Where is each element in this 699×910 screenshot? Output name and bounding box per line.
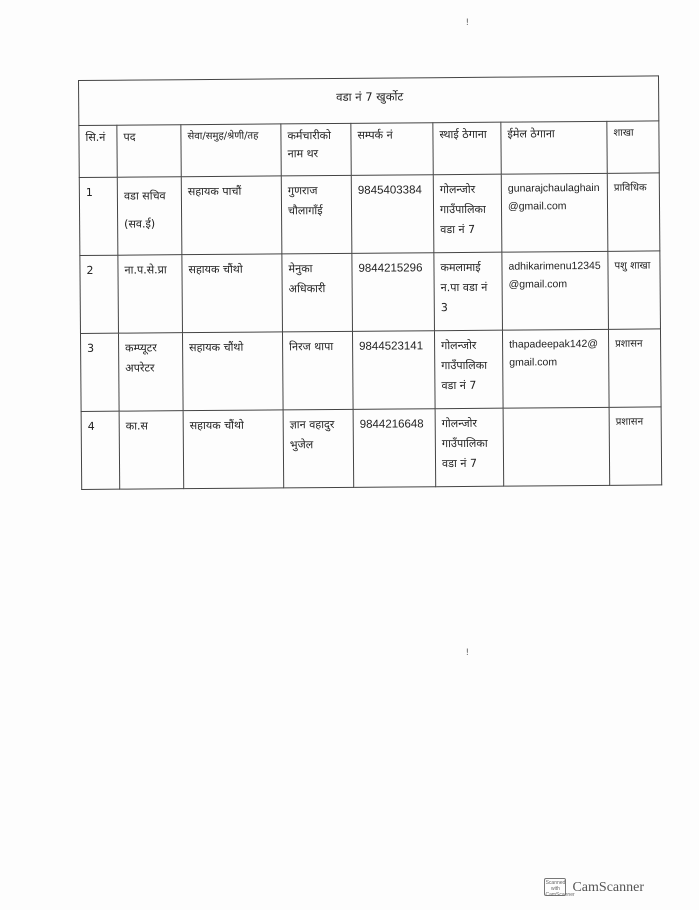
cell-post xyxy=(117,177,182,256)
cell-name xyxy=(283,409,354,488)
cell-address-line: वडा नं 7 xyxy=(441,456,478,471)
cell-name xyxy=(282,253,353,332)
cell-address-line: न.पा वडा नं xyxy=(440,280,488,295)
cell-phone: 9844523141 xyxy=(352,331,435,410)
cell-email-line: gunarajchaulaghain xyxy=(507,181,600,195)
cell-service: सहायक चौंथो xyxy=(182,332,283,411)
cell-email xyxy=(502,329,609,408)
cell-sn: 3 xyxy=(80,333,119,411)
cell-post-line: वडा सचिव xyxy=(123,189,166,203)
cell-post xyxy=(118,255,183,334)
cell-phone: 9845403384 xyxy=(351,175,434,254)
table-title: वडा नं 7 खुर्कोट xyxy=(79,76,659,126)
cell-address-line: कमलामाई xyxy=(440,260,481,275)
cell-branch: पशु शाखा xyxy=(608,251,661,329)
cell-address-line: गाउँपालिका xyxy=(441,436,488,451)
header-sn: सि.नं xyxy=(79,125,117,177)
cell-email-line: thapadeepak142@ xyxy=(509,337,599,351)
cell-post-line: का.स xyxy=(125,419,149,433)
cell-branch: प्राविधिक xyxy=(607,173,660,251)
header-post: पद xyxy=(117,125,181,178)
cell-email xyxy=(501,173,608,252)
cell-address xyxy=(433,174,502,253)
cell-email xyxy=(502,251,609,330)
cell-service: सहायक पाचौं xyxy=(181,176,282,255)
cell-post-line: कम्प्यूटर xyxy=(125,341,157,355)
cell-email xyxy=(503,407,610,486)
cell-address-line: गोलन्जोर xyxy=(441,338,477,353)
cell-name xyxy=(282,331,353,410)
cell-address-line: गाउँपालिका xyxy=(441,358,488,373)
scan-mark: ǃ xyxy=(466,648,469,658)
cell-phone: 9844216648 xyxy=(353,409,436,488)
cell-name-line: ज्ञान वहादुर xyxy=(289,417,335,432)
cell-name xyxy=(281,175,352,254)
ward-staff-table-wrapper xyxy=(78,75,661,490)
cell-address-line: गोलन्जोर xyxy=(439,182,476,197)
cell-email-line: @gmail.com xyxy=(507,200,567,213)
scan-mark: ǃ xyxy=(466,18,469,28)
header-branch: शाखा xyxy=(607,121,660,173)
cell-address-line: 3 xyxy=(440,301,448,315)
table-row xyxy=(81,407,662,490)
cell-phone: 9844215296 xyxy=(352,253,435,332)
cell-service: सहायक चौंथो xyxy=(183,410,284,489)
cell-email-line: adhikarimenu12345 xyxy=(508,259,601,273)
cell-address xyxy=(434,252,503,331)
camscanner-text: CamScanner xyxy=(572,880,644,895)
cell-branch: प्रशासन xyxy=(608,329,661,407)
cell-email-line: gmail.com xyxy=(509,356,558,369)
ward-staff-table xyxy=(78,75,662,490)
header-phone: सम्पर्क नं xyxy=(351,123,433,176)
cell-post xyxy=(119,411,184,490)
cell-post-line: ना.प.से.प्रा xyxy=(124,263,167,277)
table-body xyxy=(79,173,662,490)
cell-address-line: वडा नं 7 xyxy=(441,378,477,393)
cell-branch: प्रशासन xyxy=(609,407,662,485)
cell-name-line: अधिकारी xyxy=(288,282,326,296)
cell-name-line: चौलागाँई xyxy=(287,204,323,218)
cell-name-line: मेनुका xyxy=(288,262,313,276)
cell-address xyxy=(434,330,503,409)
cell-sn: 2 xyxy=(80,255,119,333)
cell-post-line: (सव.ई) xyxy=(124,217,156,231)
cell-address-line: गोलन्जोर xyxy=(441,416,478,431)
camscanner-logo: Scanned with CamScanner xyxy=(545,880,575,898)
cell-address xyxy=(435,408,504,487)
cell-address-line: गाउँपालिका xyxy=(439,202,486,217)
cell-name-line: गुणराज xyxy=(287,184,318,198)
header-email: ईमेल ठेगाना xyxy=(501,121,607,174)
cell-name-line: भुजेल xyxy=(289,438,314,452)
table-header-row xyxy=(79,121,659,178)
table-row xyxy=(79,173,660,256)
cell-sn: 4 xyxy=(81,411,120,489)
cell-address-line: वडा नं 7 xyxy=(440,222,476,237)
table-row xyxy=(80,329,661,412)
table-row xyxy=(80,251,661,334)
cell-post-line: अपरेटर xyxy=(125,361,155,375)
cell-sn: 1 xyxy=(79,177,118,255)
cell-name-line: निरज थापा xyxy=(289,340,334,354)
header-address: स्थाई ठेगाना xyxy=(433,122,501,175)
header-service: सेवा/समुह/श्रेणी/तह xyxy=(181,124,281,177)
cell-post xyxy=(118,333,183,412)
header-name: कर्मचारीको नाम थर xyxy=(281,123,351,176)
cell-service: सहायक चौंथो xyxy=(182,254,283,333)
cell-email-line: @gmail.com xyxy=(508,278,568,291)
camscanner-watermark xyxy=(544,878,644,896)
